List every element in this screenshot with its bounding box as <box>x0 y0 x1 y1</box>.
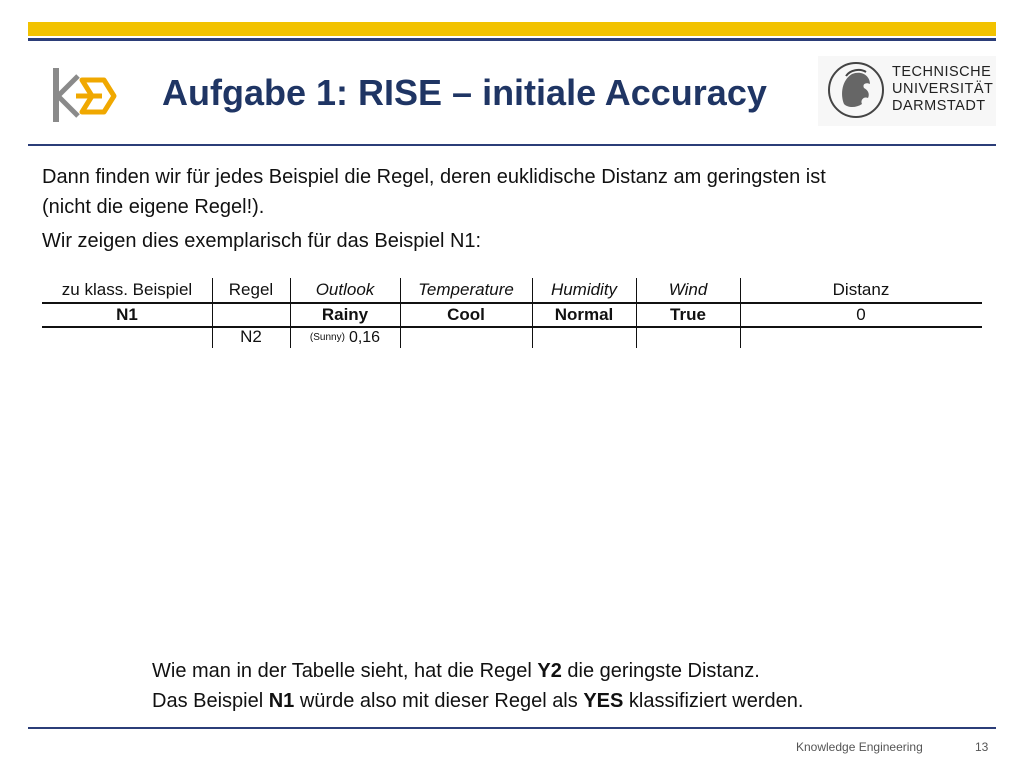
col-divider <box>212 278 213 348</box>
footer-label: Knowledge Engineering <box>796 740 923 754</box>
row-divider <box>42 326 982 328</box>
cell-wind-true: True <box>670 305 706 324</box>
col-divider <box>290 278 291 348</box>
col-divider <box>636 278 637 348</box>
title-divider <box>28 144 996 146</box>
cell-temperature-cool: Cool <box>447 305 485 324</box>
outlook-distance-value: 0,16 <box>348 329 381 346</box>
intro-text <box>42 162 972 260</box>
cell-outlook-rainy: Rainy <box>321 305 369 324</box>
tu-darmstadt-logo <box>818 56 996 126</box>
conclusion-text-part: Das Beispiel <box>152 690 269 712</box>
example-n1-highlight: N1 <box>268 690 295 712</box>
conclusion-text-part: Wie man in der Tabelle sieht, hat die Regel <box>152 660 538 682</box>
cell-distance-zero: 0 <box>856 305 866 324</box>
conclusion-text <box>152 656 952 716</box>
knowledge-engineering-logo <box>52 66 118 124</box>
intro-line-1: Dann finden wir für jedes Beispiel die Regel, deren euklidische Distanz am geringsten ist <box>42 166 826 188</box>
university-line-2: UNIVERSITÄT <box>892 81 994 97</box>
conclusion-text-part: würde also mit dieser Regel als <box>294 690 584 712</box>
footer-divider <box>28 727 996 729</box>
header-accent-bar <box>28 22 996 36</box>
conclusion-line-2 <box>152 686 952 716</box>
cell-rule-empty <box>212 303 290 327</box>
athena-seal-icon <box>826 60 886 120</box>
class-yes-highlight: YES <box>583 690 624 712</box>
cell-outlook-n2 <box>290 327 400 347</box>
conclusion-line-1 <box>152 656 952 686</box>
rise-distance-table <box>42 276 982 348</box>
col-divider <box>400 278 401 348</box>
header-distance: Distanz <box>832 280 890 299</box>
header-outlook: Outlook <box>315 280 375 299</box>
col-divider <box>740 278 741 348</box>
header-rule <box>28 38 996 41</box>
outlook-note: (Sunny) <box>309 331 345 343</box>
header-temperature: Temperature <box>418 280 514 299</box>
header-wind: Wind <box>668 280 708 299</box>
cell-example-n1: N1 <box>116 305 138 324</box>
university-line-1: TECHNISCHE <box>892 64 992 80</box>
header-rule: Regel <box>228 280 274 299</box>
cell-humidity-normal: Normal <box>554 305 614 324</box>
col-divider <box>532 278 533 348</box>
header-humidity: Humidity <box>550 280 618 299</box>
header-example: zu klass. Beispiel <box>61 280 193 299</box>
rule-y2-highlight: Y2 <box>537 660 562 682</box>
intro-line-3: Wir zeigen dies exemplarisch für das Beispiel N1: <box>42 230 482 252</box>
conclusion-text-part: klassifiziert werden. <box>623 690 804 712</box>
intro-line-2: (nicht die eigene Regel!). <box>42 196 265 218</box>
page-title: Aufgabe 1: RISE – initiale Accuracy <box>162 72 767 113</box>
cell-rule-n2: N2 <box>240 327 262 346</box>
page-number: 13 <box>975 740 989 754</box>
university-line-3: DARMSTADT <box>892 98 986 114</box>
conclusion-text-part: die geringste Distanz. <box>561 660 760 682</box>
